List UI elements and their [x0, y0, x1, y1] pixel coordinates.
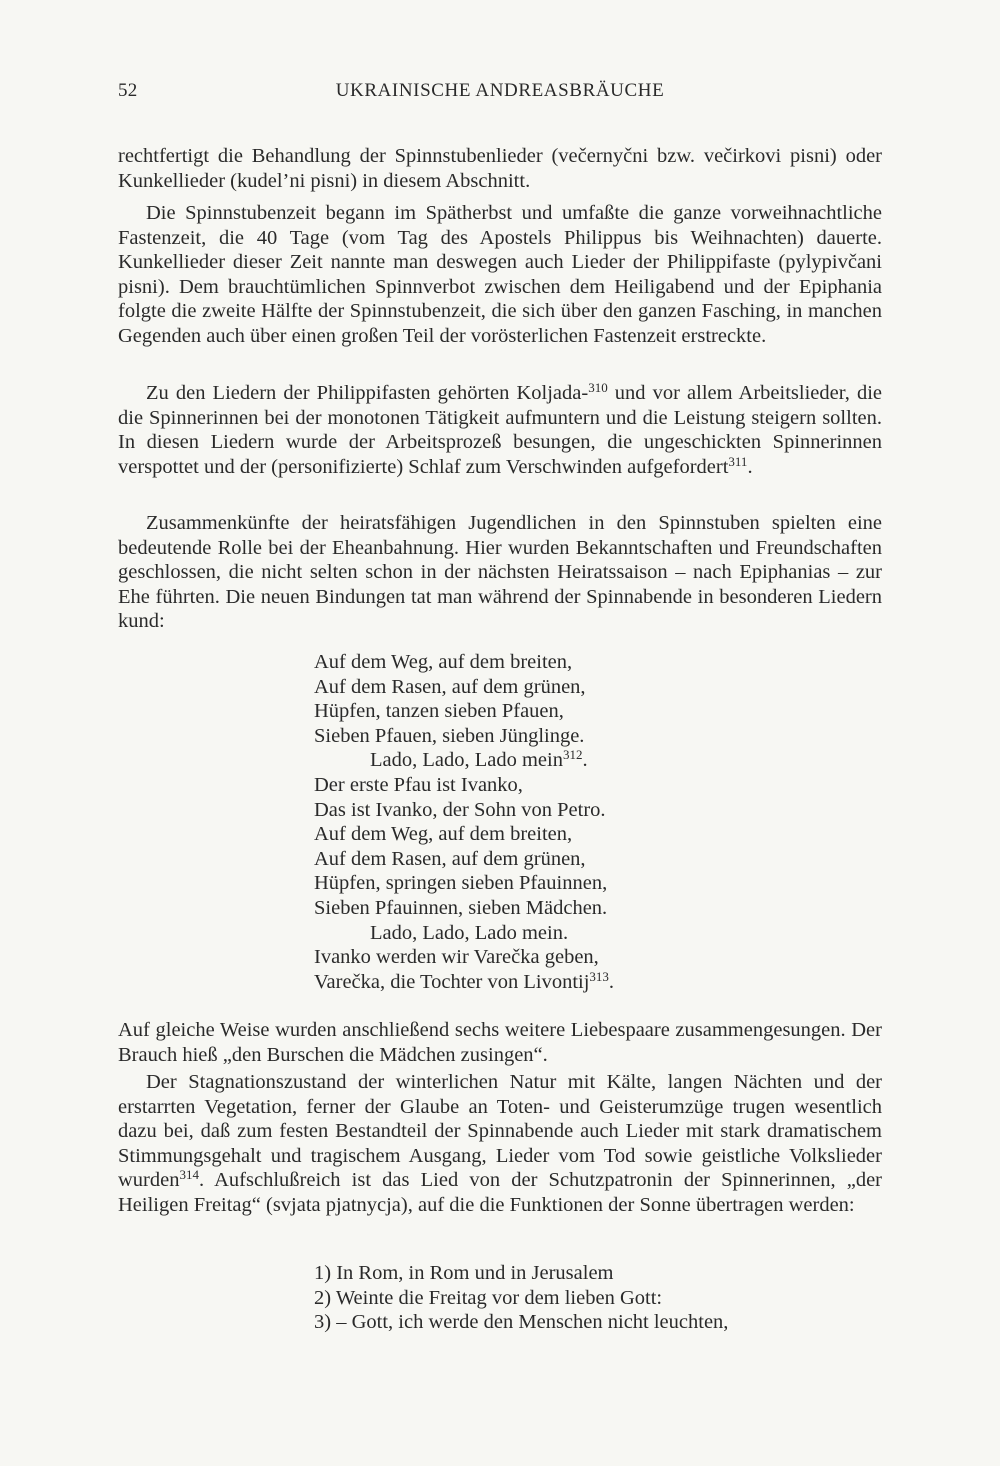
footnote-ref-310: 310 [588, 380, 608, 395]
paragraph-spinnstubenzeit [118, 201, 882, 349]
refrain-text: Lado, Lado, Lado mein [370, 749, 563, 772]
verse-refrain [314, 748, 834, 773]
footnote-ref-312: 312 [562, 747, 583, 763]
verse-line: Auf dem Weg, auf dem breiten, [314, 823, 573, 846]
numbered-verse-line: 2) Weinte die Freitag vor dem lieben Gott: [314, 1286, 663, 1309]
verse-line [314, 970, 834, 995]
paragraph-liebespaare [118, 1018, 882, 1067]
verse-refrain: Lado, Lado, Lado mein. [370, 921, 569, 944]
verse-line: Sieben Pfauen, sieben Jünglinge. [314, 724, 585, 747]
running-header [118, 80, 882, 110]
footnote-ref-314: 314 [179, 1167, 199, 1183]
footnote-ref-311: 311 [728, 453, 748, 469]
verse-line-text: Varečka, die Tochter von Livontij [314, 970, 590, 993]
verse-line: Auf dem Weg, auf dem breiten, [314, 651, 573, 673]
numbered-verse-line: 3) – Gott, ich werde den Menschen nicht leuchten, [314, 1311, 729, 1334]
paragraph-6 [118, 1070, 882, 1218]
paragraph-6-text-b: . Aufschlußreich ist das Lied von der Schutzpatronin der Spinnerinnen, „der Heiligen Freitag“ (svjata pjatnycja), auf die die Funktionen der Sonne übertragen werden: [118, 1169, 882, 1216]
verse-line: Auf dem Rasen, auf dem grünen, [314, 847, 586, 870]
song-verse-pfauen [314, 650, 834, 994]
paragraph-3 [118, 381, 882, 479]
paragraph-zusammenkuenfte [118, 511, 882, 634]
paragraph-3-text-c: . [747, 455, 753, 478]
verse-line: Hüpfen, springen sieben Pfauinnen, [314, 872, 608, 895]
verse-line: Sieben Pfauinnen, sieben Mädchen. [314, 896, 608, 919]
verse-line: Ivanko werden wir Varečka geben, [314, 946, 599, 969]
page-number: 52 [118, 80, 138, 101]
verse-line: Hüpfen, tanzen sieben Pfauen, [314, 700, 564, 723]
refrain-end: . [582, 749, 588, 772]
paragraph-1: rechtfertigt die Behandlung der Spinnstubenlieder (večernyčni bzw. večirkovi pisni) oder Kunkellieder (kudel’ni pisni) in diesem Abschnitt. [118, 145, 882, 192]
numbered-verse-line: 1) In Rom, in Rom und in Jerusalem [314, 1262, 614, 1284]
paragraph-koljada [118, 381, 882, 479]
paragraph-continuation [118, 144, 882, 193]
verse-line-end: . [608, 970, 615, 993]
paragraph-5: Auf gleiche Weise wurden anschließend sechs weitere Liebespaare zusammengesungen. Der Brauch hieß „den Burschen die Mädchen zusingen“. [118, 1019, 882, 1066]
paragraph-4: Zusammenkünfte der heiratsfähigen Jugendlichen in den Spinnstuben spielten eine bedeutende Rolle bei der Eheanbahnung. Hier wurden Bekanntschaften und Freundschaften geschlossen, die nicht selten schon in der nächsten Heiratssaison – nach Epiphanias – zur Ehe führten. Die neuen Bindungen tat man während der Spinnabende in besonderen Liedern kund: [118, 512, 882, 633]
verse-line: Der erste Pfau ist Ivanko, [314, 773, 523, 796]
song-verse-freitag [314, 1261, 834, 1335]
running-title: UKRAINISCHE ANDREASBRÄUCHE [335, 80, 665, 101]
verse-line: Auf dem Rasen, auf dem grünen, [314, 675, 586, 698]
paragraph-stagnation [118, 1070, 882, 1218]
paragraph-6-text-a: Der Stagnationszustand der winterlichen Natur mit Kälte, langen Nächten und der erstarrten Vegetation, ferner der Glaube an Toten- und Geisterumzüge trugen wesentlich dazu bei, daß zum festen Bestandteil der Spinnabende auch Lieder mit stark dramatischem Stimmungsgehalt und tragischem Ausgang, Lieder vom Tod sowie geistliche Volkslieder wurden [118, 1071, 882, 1192]
paragraph-3-text-a: Zu den Liedern der Philippifasten gehörten Koljada- [146, 382, 589, 404]
paragraph-3-text-b: und vor allem Arbeitslieder, die die Spinnerinnen bei der monotonen Tätigkeit aufmuntern und die Leistung steigern sollten. In diesen Liedern wurde der Arbeitsprozeß besungen, die ungeschickten Spinnerinnen verspottet und der (personifizierte) Schlaf zum Verschwinden aufgefordert [118, 382, 882, 478]
verse-line: Das ist Ivanko, der Sohn von Petro. [314, 798, 606, 821]
paragraph-2: Die Spinnstubenzeit begann im Spätherbst und umfaßte die ganze vorweihnachtliche Fastenzeit, die 40 Tage (vom Tag des Apostels Philippus bis Weihnachten) dauerte. Kunkellieder dieser Zeit nannte man deswegen auch Lieder der Philippifaste (pylypivčani pisni). Dem brauchtümlichen Spinnverbot zwischen dem Heiligabend und der Epiphania folgte die zweite Hälfte der Spinnstubenzeit, die sich über den ganzen Fasching, in manchen Gegenden auch über einen großen Teil der vorösterlichen Fastenzeit erstreckte. [118, 202, 882, 347]
footnote-ref-313: 313 [589, 968, 609, 984]
